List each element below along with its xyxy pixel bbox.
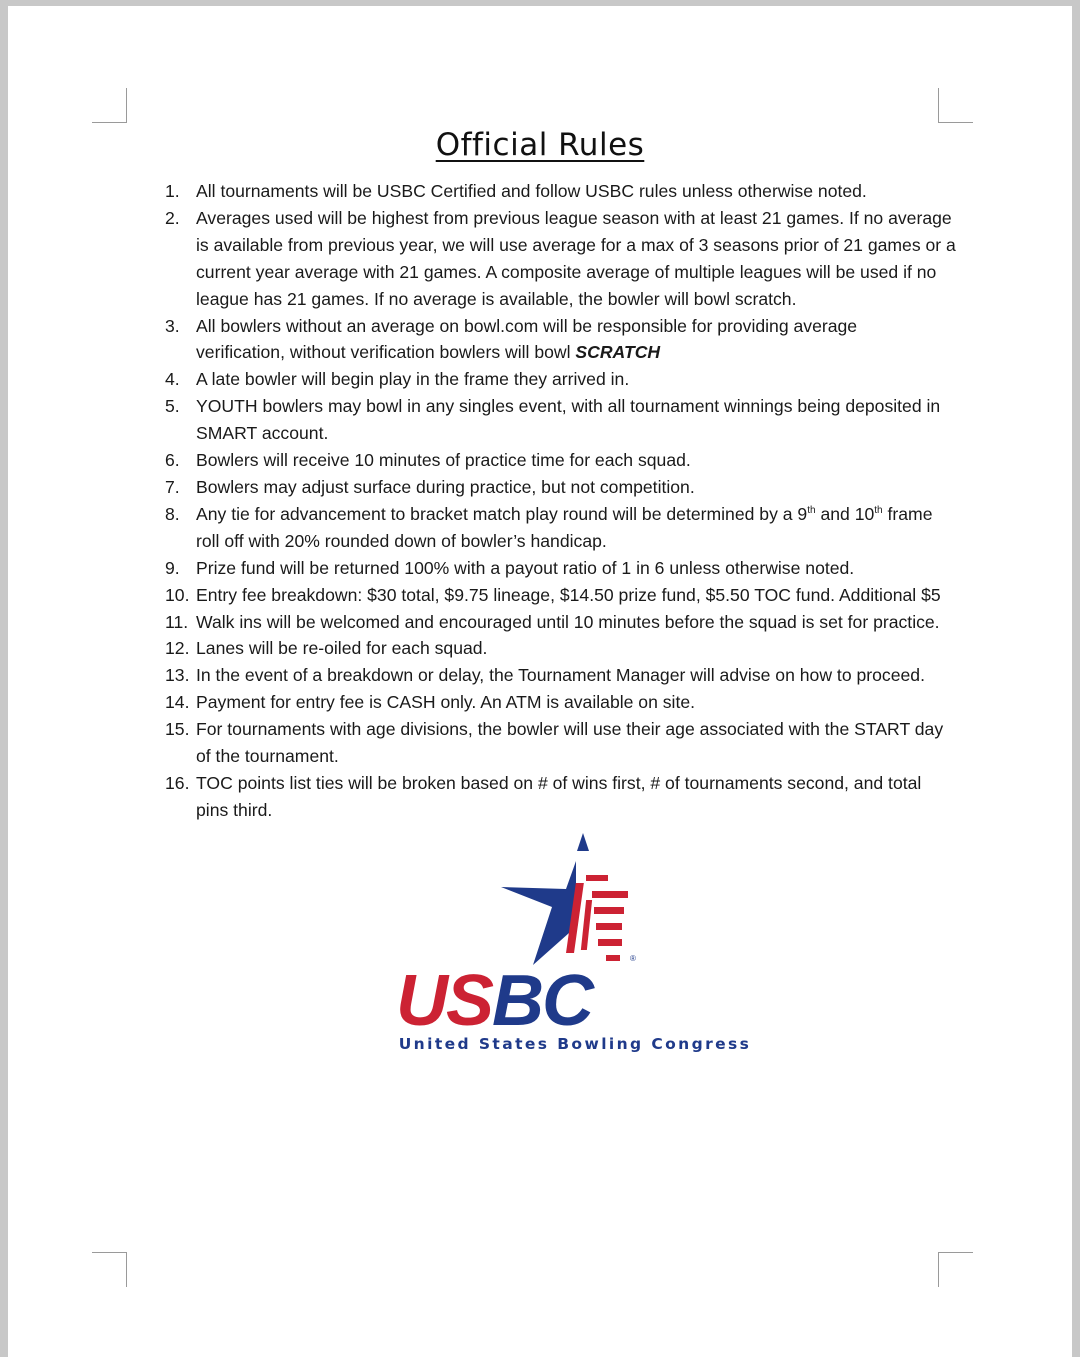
rule-number: 16. bbox=[165, 772, 190, 793]
rule-number: 2. bbox=[165, 207, 180, 228]
rule-item bbox=[160, 716, 960, 770]
rule-text: In the event of a breakdown or delay, the Tournament Manager will advise on how to proceed. bbox=[196, 665, 925, 686]
crop-mark-bottom-right bbox=[938, 1252, 973, 1287]
rule-number: 4. bbox=[165, 369, 180, 390]
logo-registered-mark: ® bbox=[630, 954, 636, 963]
rule-number: 15. bbox=[165, 719, 190, 740]
rule-text: pins third. bbox=[196, 799, 273, 820]
rule-item bbox=[160, 393, 960, 447]
rule-text: SMART account. bbox=[196, 423, 329, 444]
logo-stripe bbox=[586, 875, 608, 881]
rule-text: and 10 bbox=[815, 503, 875, 524]
rule-number: 10. bbox=[165, 584, 190, 605]
rule-item bbox=[160, 689, 960, 716]
rule-text: Walk ins will be welcomed and encouraged until 10 minutes before the squad is set for practice. bbox=[196, 611, 940, 632]
rule-text: roll off with 20% rounded down of bowler’s handicap. bbox=[196, 530, 607, 551]
rule-text: Any tie for advancement to bracket match play round will be determined by a 9 bbox=[196, 503, 808, 524]
rule-item bbox=[160, 582, 960, 609]
logo-pin-top-icon bbox=[577, 833, 589, 851]
rule-item bbox=[160, 501, 960, 555]
rule-number: 6. bbox=[165, 450, 180, 471]
rule-emphasis: SCRATCH bbox=[575, 342, 661, 363]
page-title bbox=[0, 127, 1080, 163]
rule-number: 12. bbox=[165, 638, 190, 659]
rule-item bbox=[160, 474, 960, 501]
rule-text: of the tournament. bbox=[196, 746, 339, 767]
rule-number: 3. bbox=[165, 315, 180, 336]
crop-mark-top-right bbox=[938, 88, 973, 123]
rule-item bbox=[160, 662, 960, 689]
rule-text: TOC points list ties will be broken based on # of wins first, # of tournaments second, and total bbox=[196, 772, 922, 793]
rule-text: Prize fund will be returned 100% with a payout ratio of 1 in 6 unless otherwise noted. bbox=[196, 557, 855, 578]
rule-item bbox=[160, 609, 960, 636]
ordinal-suffix: th bbox=[874, 505, 883, 517]
rule-text: Lanes will be re-oiled for each squad. bbox=[196, 638, 488, 659]
rule-text: verification, without verification bowlers will bowl bbox=[196, 342, 576, 363]
rule-text: Bowlers may adjust surface during practice, but not competition. bbox=[196, 476, 695, 497]
rule-text-line bbox=[196, 339, 960, 366]
rule-item bbox=[160, 555, 960, 582]
rule-text: Averages used will be highest from previous league season with at least 21 games. If no average bbox=[196, 207, 952, 228]
rule-number: 14. bbox=[165, 692, 190, 713]
rule-item bbox=[160, 205, 960, 313]
logo-stripe bbox=[592, 891, 628, 898]
rule-item bbox=[160, 770, 960, 824]
logo-wordmark: USBC bbox=[396, 961, 593, 1030]
usbc-logo bbox=[380, 825, 770, 1065]
rule-number: 1. bbox=[165, 181, 180, 201]
rule-text: league has 21 games. If no average is available, the bowler will bowl scratch. bbox=[196, 288, 797, 309]
crop-mark-top-left bbox=[92, 88, 127, 123]
rule-text: YOUTH bowlers may bowl in any singles event, with all tournament winnings being deposited in bbox=[196, 396, 941, 417]
rule-text-line bbox=[196, 501, 960, 528]
logo-stripe bbox=[598, 939, 622, 946]
logo-stripe bbox=[594, 907, 624, 914]
rule-text: All bowlers without an average on bowl.com will be responsible for providing average bbox=[196, 315, 858, 336]
rule-item bbox=[160, 313, 960, 367]
rule-text: is available from previous year, we will use average for a max of 3 seasons prior of 21 games or a bbox=[196, 234, 956, 255]
usbc-logo-graphic bbox=[380, 825, 770, 1030]
logo-tagline: United States Bowling Congress bbox=[398, 1035, 752, 1053]
rule-number: 5. bbox=[165, 396, 180, 417]
logo-stripe bbox=[581, 900, 592, 950]
rule-item bbox=[160, 178, 960, 205]
rule-number: 7. bbox=[165, 476, 180, 497]
logo-stripe bbox=[596, 923, 622, 930]
rule-text: frame bbox=[882, 503, 933, 524]
rule-text: Bowlers will receive 10 minutes of practice time for each squad. bbox=[196, 450, 691, 471]
rule-item bbox=[160, 447, 960, 474]
rule-text: All tournaments will be USBC Certified and follow USBC rules unless otherwise noted. bbox=[196, 181, 867, 201]
ordinal-suffix: th bbox=[807, 505, 816, 517]
rule-number: 9. bbox=[165, 557, 180, 578]
logo-stripe bbox=[606, 955, 620, 961]
rule-number: 13. bbox=[165, 665, 190, 686]
rule-text: Payment for entry fee is CASH only. An ATM is available on site. bbox=[196, 692, 696, 713]
rule-text: A late bowler will begin play in the frame they arrived in. bbox=[196, 369, 630, 390]
page-title-text: Official Rules bbox=[435, 127, 645, 163]
rule-text: current year average with 21 games. A composite average of multiple leagues will be used if no bbox=[196, 261, 937, 282]
logo-star-icon bbox=[501, 861, 578, 965]
rule-item bbox=[160, 366, 960, 393]
rule-text: For tournaments with age divisions, the bowler will use their age associated with the START day bbox=[196, 719, 944, 740]
rule-number: 11. bbox=[165, 611, 189, 632]
crop-mark-bottom-left bbox=[92, 1252, 127, 1287]
rules-list bbox=[160, 178, 960, 824]
rule-number: 8. bbox=[165, 503, 180, 524]
rule-text: Entry fee breakdown: $30 total, $9.75 lineage, $14.50 prize fund, $5.50 TOC fund. Additional $5 bbox=[196, 584, 941, 605]
rule-item bbox=[160, 635, 960, 662]
